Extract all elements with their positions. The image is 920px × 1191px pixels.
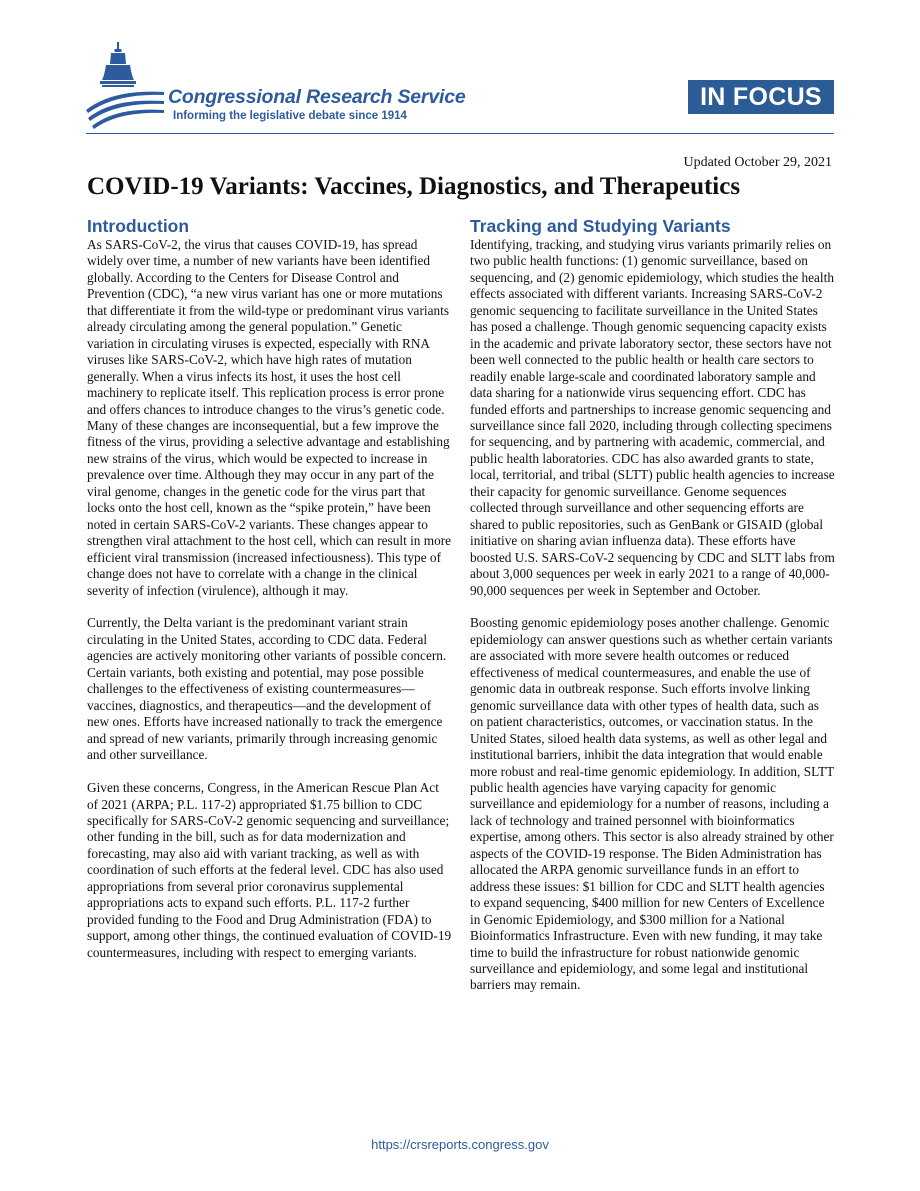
in-focus-badge: IN FOCUS [688,80,834,114]
footer-url[interactable]: https://crsreports.congress.gov [371,1137,549,1152]
paragraph: Boosting genomic epidemiology poses another challenge. Genomic epidemiology can answer questions such as whether certain variants are associated with more severe health outcomes or reduced effectiveness of medical countermeasures, and enable the use of genomic data in outbreak response. Such efforts involve linking genomic surveillance data with other types of health data, such as on patient characteristics, outcomes, or vaccination status. In the United States, siloed health data systems, as well as other legal and institutional barriers, inhibit the data integration that would enable more robust and real-time genomic epidemiology. In addition, SLTT public health agencies have varying capacity for genomic surveillance and epidemiology for a number of reasons, including a lack of technology and trained personnel with bioinformatics expertise, among others. This sector is also already strained by other aspects of the COVID-19 response. The Biden Administration has allocated the ARPA genomic surveillance funds in an effort to address these issues: $1 billion for CDC and SLTT health agencies to expand sequencing, $400 million for new Centers of Excellence in Genomic Epidemiology, and $300 million for a National Bioinformatics Infrastructure. Even with new funding, it may take time to build the infrastructure for robust nationwide genomic surveillance and epidemiology, and some legal and institutional barriers may remain. [470,615,834,993]
right-column [470,216,835,1010]
introduction-heading: Introduction [87,216,190,236]
paragraph: Given these concerns, Congress, in the American Rescue Plan Act of 2021 (ARPA; P.L. 117-2) appropriated $1.75 billion to CDC specifically for SARS-CoV-2 genomic sequencing and surveillance; other funding in the bill, such as for data modernization and forecasting, may also aid with variant tracking, as well as with coordination of such efforts at the federal level. CDC has also used appropriations from several prior coronavirus supplemental appropriations acts to expand such efforts. P.L. 117-2 further provided funding to the Food and Drug Administration (FDA) to support, among other things, the continued evaluation of COVID-19 countermeasures, including with respect to emerging variants. [87,780,452,960]
paragraph: As SARS-CoV-2, the virus that causes COVID-19, has spread widely over time, a number of new variants have been identified globally. According to the Centers for Disease Control and Prevention (CDC), “a new virus variant has one or more mutations that differentiate it from the wild-type or predominant virus variants already circulating among the general population.” Genetic variation in circulating viruses is expected, especially with RNA viruses like SARS-CoV-2, which have high rates of mutation generally. When a virus infects its host, it uses the host cell machinery to replicate itself. This replication process is error prone and offers chances to introduce changes to the virus’s genetic code. Many of these changes are inconsequential, but a few improve the fitness of the virus, providing a selective advantage and establishing new strains of the virus, which would be expected to increase in prevalence over time. Although they may occur in any part of the viral genome, changes in the genetic code for the virus part that locks onto the host cell, known as the “spike protein,” have been noted in certain SARS-CoV-2 variants. These changes appear to strengthen viral attachment to the host cell, which can result in more efficient viral transmission (increased infectiousness). This type of change does not have to correlate with a change in the clinical severity of infection (virulence), although it may. [87,237,452,598]
org-name: Congressional Research Service [168,86,466,108]
left-column [87,216,452,978]
header-divider [86,133,834,134]
paragraph: Identifying, tracking, and studying virus variants primarily relies on two public health functions: (1) genomic surveillance, based on sequencing, and (2) genomic epidemiology, which studies the health effects associated with different variants. Increasing SARS-CoV-2 genomic sequencing to facilitate surveillance in the United States has posed a challenge. Though genomic sequencing capacity exists in the academic and private laboratory sector, these sectors have not been well connected to the public health or health care sectors to readily enable large-scale and coordinated laboratory sample and data sharing for a nationwide virus sequencing effort. CDC has funded efforts and partnerships to increase genomic sequencing and surveillance since fall 2020, including through collecting specimens for sequencing, and by partnering with academic, commercial, and public health laboratories. CDC has also awarded grants to state, local, territorial, and tribal (SLTT) public health agencies to increase their capacity for genomic surveillance. Genome sequences collected through surveillance and other sequencing efforts are shared to public repositories, such as GenBank or GISAID (global initiative on sharing avian influenza data). These efforts have boosted U.S. SARS-CoV-2 sequencing by CDC and SLTT labs from about 3,000 sequences per week in early 2021 to a range of 40,000-90,000 sequences per week in September and October. [470,237,835,598]
capitol-dome-logo [84,40,166,130]
paragraph: Currently, the Delta variant is the predominant variant strain circulating in the United States, according to CDC data. Federal agencies are actively monitoring other variants of possible concern. Certain variants, both existing and potential, may pose possible challenges to the effectiveness of existing countermeasures—vaccines, diagnostics, and therapeutics—and the development of new ones. Efforts have increased nationally to track the emergence and spread of new variants, primarily through increasing genomic and other surveillance. [87,615,447,763]
org-tagline: Informing the legislative debate since 1914 [173,110,407,122]
tracking-heading: Tracking and Studying Variants [470,216,731,236]
page-title: COVID-19 Variants: Vaccines, Diagnostics, and Therapeutics [87,173,741,200]
updated-date: Updated October 29, 2021 [683,155,832,170]
